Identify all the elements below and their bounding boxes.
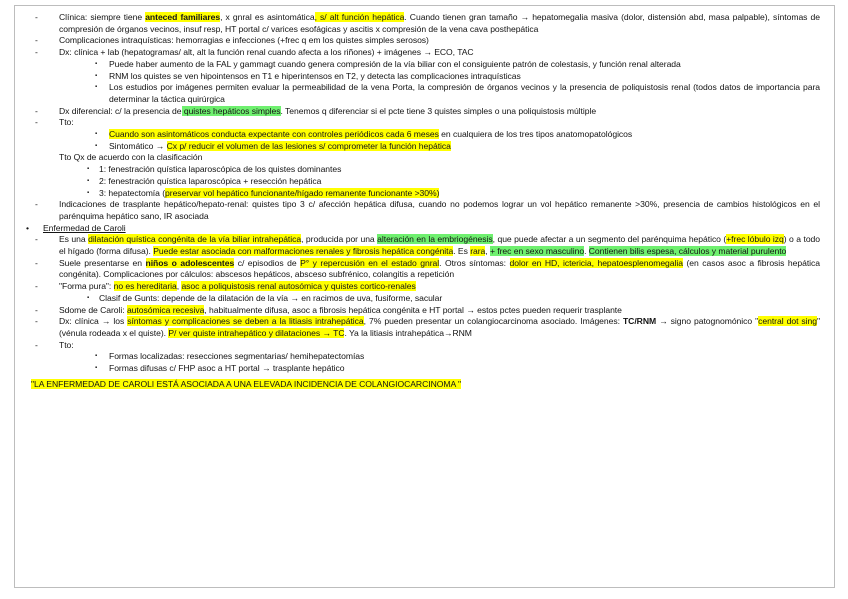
highlight-yellow: +frec lóbulo izq xyxy=(726,234,784,245)
text-run: . Otros síntomas: xyxy=(439,257,510,268)
highlight-yellow: , s/ alt función hepática xyxy=(314,12,405,22)
text-run: Clasif de Gunts: depende de la dilatación de la vía → en racimos de uva, fusiforme, sacular xyxy=(99,292,443,303)
highlight-yellow: Cx p/ reducir el volumen de las lesiones s/ comprometer la función hepática xyxy=(166,140,451,151)
square-bullet: ▪ xyxy=(87,294,90,301)
highlight-yellow: "LA ENFERMEDAD DE CAROLI ESTÁ ASOCIADA A UNA ELEVADA INCIDENCIA DE COLANGIOCARCINOMA " xyxy=(31,378,462,389)
document-page xyxy=(14,5,835,588)
text-run: " (vénula rodeada x el quiste). xyxy=(59,316,821,338)
section-heading: Enfermedad de Caroli xyxy=(43,222,126,233)
list-item xyxy=(21,117,820,129)
sub-list-item xyxy=(21,59,820,71)
highlight-yellow: Puede estar asociada con malformaciones renales y fibrosis hepática congénita xyxy=(153,246,454,257)
sub-list-item xyxy=(21,164,820,176)
highlight-yellow: P° y repercusión en el estado gnral xyxy=(300,257,440,268)
text-run: 2: fenestración quística laparoscópica + resección hepática xyxy=(99,175,322,186)
square-bullet: ▪ xyxy=(95,142,98,149)
highlight-yellow: central dot sing xyxy=(758,316,817,327)
text-run: Sintomático → xyxy=(109,140,167,151)
text-run: Tto: xyxy=(59,117,74,128)
section-heading-item xyxy=(21,223,820,235)
dash-bullet: - xyxy=(35,304,38,315)
list-item xyxy=(21,258,820,281)
highlight-yellow: niños o adolescentes xyxy=(145,257,235,268)
list-item xyxy=(21,305,820,317)
text-run: 3: hepatectomía ( xyxy=(99,187,166,198)
text-run: Tto: xyxy=(59,339,74,350)
text-run: (en casos asoc a fibrosis hepática congénita). Complicaciones por cálculos: abscesos hepáticos, absceso subfrénico, colangitis a repetición xyxy=(59,257,820,280)
text-run: . xyxy=(584,246,589,257)
sub-list-item xyxy=(21,363,820,375)
list-item xyxy=(21,106,820,118)
text-run: . Tenemos q diferenciar si el pcte tiene 3 quistes simples o una poliquistosis múltiple xyxy=(280,105,597,116)
text-run: Dx: clínica + lab (hepatogramas/ alt, alt la función renal cuando afecta a los riñones) + imágenes → ECO, TAC xyxy=(59,47,474,58)
dash-bullet: - xyxy=(35,47,38,58)
square-bullet: ▪ xyxy=(87,177,90,184)
text-run: → signo patognomónico " xyxy=(656,316,759,327)
sub-list-item xyxy=(21,293,820,305)
text-run: Dx diferencial: c/ la presencia de xyxy=(59,105,182,116)
dot-bullet: • xyxy=(26,222,29,233)
text-run: Es una xyxy=(59,234,89,245)
text-run: Los estudios por imágenes permiten evaluar la permeabilidad de la vena Porta, la compresión de órganos vecinos y la presencia de poliquistosis renal (todos datos de importancia para determinar la táctica quirúrgica xyxy=(109,82,820,104)
highlight-green: quistes hepáticos simples xyxy=(181,105,281,116)
dash-bullet: - xyxy=(35,257,38,268)
sub-list-item xyxy=(21,176,820,188)
sub-list-item xyxy=(21,82,820,105)
text-run: c/ episodios de xyxy=(234,257,301,268)
bold-text: TC/RNM xyxy=(622,316,657,327)
text-run: . Cuando tienen gran tamaño → hepatomegalia masiva (dolor, distensión abd, masa palpable), síntomas de compresión de órganos vecinos, insuf resp, HT portal c/ varices esofágicas y ascitis x compresión de la vena cava posthepática xyxy=(59,12,820,34)
dash-bullet: - xyxy=(35,339,38,350)
text-run: . Ya la litiasis intrahepática→RNM xyxy=(344,327,472,338)
list-item xyxy=(21,47,820,59)
highlight-yellow: asoc a poliquistosis renal autosómica y quistes cortico-renales xyxy=(181,281,416,292)
dash-bullet: - xyxy=(35,234,38,245)
text-run: Tto Qx de acuerdo con la clasificación xyxy=(59,152,203,163)
sub-list-item xyxy=(21,188,820,200)
list-item xyxy=(21,316,820,339)
list-item xyxy=(21,35,820,47)
text-run: Complicaciones intraquísticas: hemorragias e infecciones (+frec q em los quistes simples serosos) xyxy=(59,35,429,46)
text-run: Clínica: siempre tiene xyxy=(59,12,146,22)
text-run: , que puede afectar a un segmento del parénquima hepático ( xyxy=(492,234,727,245)
square-bullet: ▪ xyxy=(95,353,98,360)
text-run: 1: fenestración quística laparoscópica de los quistes dominantes xyxy=(99,164,342,175)
dash-bullet: - xyxy=(35,316,38,327)
highlight-green: + frec en sexo masculino xyxy=(489,246,585,257)
dash-bullet: - xyxy=(35,35,38,46)
square-bullet: ▪ xyxy=(95,72,98,79)
text-run: Sdome de Caroli: xyxy=(59,304,127,315)
text-run: . Es xyxy=(453,246,471,257)
text-run: , x gnral es asintomática xyxy=(220,12,315,22)
text-run: Puede haber aumento de la FAL y gammagt cuando genera compresión de la vía biliar con el consiguiente patrón de colestasis, y función renal alterada xyxy=(109,58,681,69)
dash-bullet: - xyxy=(35,199,38,210)
highlight-green: Contienen bilis espesa, cálculos y material purulento xyxy=(588,246,787,257)
highlight-yellow: Cuando son asintomáticos conducta expectante con controles periódicos cada 6 meses xyxy=(109,129,439,140)
highlight-green: alteración en la embriogénesis xyxy=(377,234,493,245)
dash-bullet: - xyxy=(35,12,38,22)
text-run: "Forma pura": xyxy=(59,281,114,292)
dash-bullet: - xyxy=(35,117,38,128)
text-run: , producida por una xyxy=(301,234,378,245)
text-run: , xyxy=(485,246,490,257)
sub-list-item xyxy=(21,71,820,83)
square-bullet: ▪ xyxy=(95,365,98,372)
text-run: Formas localizadas: resecciones segmentarias/ hemihepatectomías xyxy=(109,351,365,362)
text-run: Formas difusas c/ FHP asoc a HT portal → trasplante hepático xyxy=(109,363,345,374)
square-bullet: ▪ xyxy=(95,131,98,138)
list-item xyxy=(21,199,820,222)
paragraph xyxy=(21,152,820,164)
list-item xyxy=(21,12,820,35)
highlight-yellow: autosómica recesiva xyxy=(126,304,205,315)
highlight-yellow: preservar vol hepático funcionante/hígado remanente funcionante >30%) xyxy=(165,187,440,198)
list-item xyxy=(21,234,820,257)
sub-list-item xyxy=(21,141,820,153)
sub-list-item xyxy=(21,129,820,141)
text-run: Dx: clínica → los xyxy=(59,316,128,327)
text-run: , habitualmente difusa, asoc a fibrosis hepática congénita e HT portal → estos pctes pueden requerir trasplante xyxy=(204,304,622,315)
text-run: Suele presentarse en xyxy=(59,257,146,268)
highlight-yellow: dolor en HD, ictericia, hepatoesplenomegalia xyxy=(509,257,683,268)
highlight-yellow: no es hereditaria xyxy=(113,281,177,292)
highlight-yellow: síntomas y complicaciones se deben a la litiasis intrahepática xyxy=(127,316,364,327)
square-bullet: ▪ xyxy=(87,189,90,196)
text-run: RNM los quistes se ven hipointensos en T1 e hiperintensos en T2, y detecta las complicaciones intraquísticas xyxy=(109,70,521,81)
highlight-yellow: P/ ver quiste intrahepático y dilataciones → TC xyxy=(168,327,345,338)
sub-list-item xyxy=(21,351,820,363)
closing-statement xyxy=(21,379,820,391)
text-run: Indicaciones de trasplante hepático/hepato-renal: quistes tipo 3 c/ afección hepática difusa, cuando no podemos lograr un vol hepático remanente >30%, presencia de cambios histológicos en el parénquima hepático sano, IR asociada xyxy=(59,199,820,221)
text-run: , xyxy=(176,281,182,292)
square-bullet: ▪ xyxy=(87,166,90,173)
square-bullet: ▪ xyxy=(95,84,98,91)
text-run: ) o a todo el hígado (forma difusa). xyxy=(59,234,821,257)
dash-bullet: - xyxy=(35,281,38,292)
text-run: en cualquiera de los tres tipos anatomopatológicos xyxy=(438,129,633,140)
square-bullet: ▪ xyxy=(95,60,98,67)
highlight-yellow: anteced familiares xyxy=(145,12,221,22)
list-item xyxy=(21,340,820,352)
text-run: , 7% pueden presentar un colangiocarcinoma asociado. Imágenes: xyxy=(363,316,623,327)
dash-bullet: - xyxy=(35,105,38,116)
highlight-yellow: rara xyxy=(470,246,486,257)
list-item xyxy=(21,281,820,293)
highlight-yellow: dilatación quística congénita de la vía biliar intrahepática xyxy=(88,234,302,245)
